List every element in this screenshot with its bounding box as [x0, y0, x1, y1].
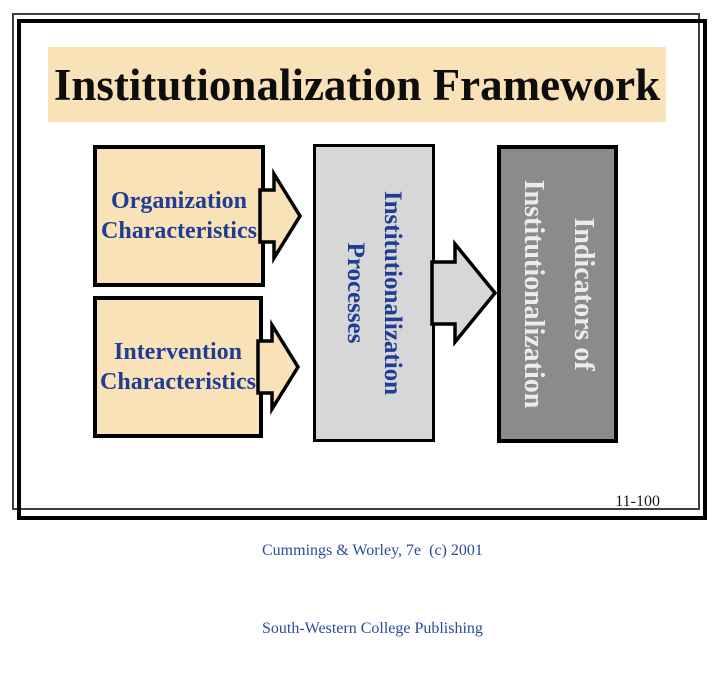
box-label-line: Institutionalization	[517, 179, 549, 409]
arrow-right-icon	[258, 170, 302, 262]
arrow-right-icon	[256, 321, 300, 413]
box-label-line: Institutionalization	[379, 190, 406, 396]
footer-credit	[262, 486, 483, 694]
box-label-line: Processes	[342, 242, 369, 344]
page-title: Institutionalization Framework	[53, 59, 661, 110]
title-banner	[48, 47, 666, 122]
arrow-right-icon	[430, 241, 498, 345]
organization-characteristics-box	[93, 145, 265, 287]
box-label-line: Characteristics	[100, 369, 256, 395]
box-label-line: Characteristics	[101, 218, 257, 244]
box-label-line: Organization	[111, 188, 247, 214]
box-label-line: Indicators of	[567, 217, 599, 371]
slide-number: 11-100	[615, 493, 660, 510]
indicators-of-institutionalization-box	[497, 145, 618, 443]
footer-credit-line2: South-Western College Publishing	[262, 620, 483, 637]
box-label-line: Intervention	[114, 339, 242, 365]
institutionalization-processes-box	[313, 144, 435, 442]
footer-credit-line1: Cummings & Worley, 7e (c) 2001	[262, 542, 483, 559]
rotated-label	[502, 148, 614, 440]
intervention-characteristics-box	[93, 296, 263, 438]
rotated-label	[318, 147, 430, 439]
